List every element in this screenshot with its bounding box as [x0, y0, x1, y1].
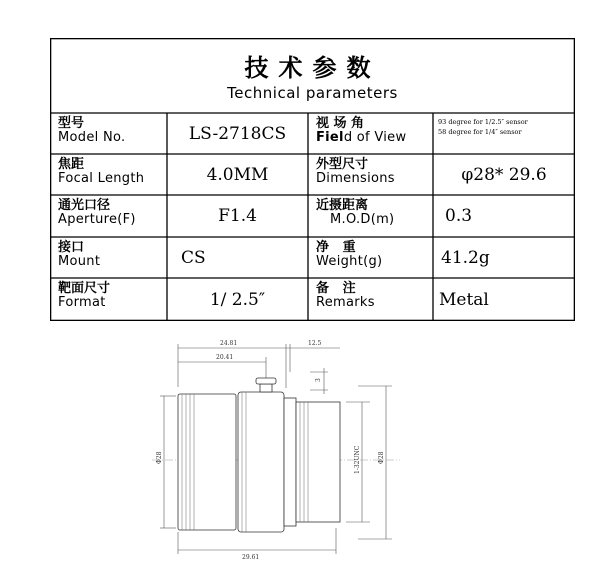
- dimensions-value: φ28* 29.6: [461, 164, 547, 185]
- aperture-label-cell: [50, 195, 167, 237]
- weight-label-zh: 净 重: [316, 240, 356, 255]
- lens-drawing: [150, 332, 420, 564]
- mount-value: CS: [181, 247, 206, 268]
- format-value: 1/ 2.5″: [209, 289, 266, 310]
- format-label-cell: [50, 278, 167, 321]
- model-label-zh: 型号: [58, 116, 85, 131]
- remarks-label-en: Remarks: [316, 295, 375, 311]
- mod-value-cell: [433, 195, 575, 237]
- spec-table: [50, 38, 575, 321]
- fov-label-zh: 视 场 角: [316, 116, 365, 131]
- aperture-value: F1.4: [218, 206, 257, 226]
- focal-value: 4.0MM: [206, 164, 269, 185]
- model-label-en: Model No.: [58, 130, 126, 146]
- weight-value: 41.2g: [441, 247, 490, 268]
- model-label-cell: [50, 113, 167, 154]
- weight-label-cell: [308, 237, 433, 278]
- fov-label-en-rest: d of View: [343, 130, 407, 146]
- dimensions-label-en: Dimensions: [316, 171, 395, 187]
- mount-value-cell: [167, 237, 308, 278]
- fov-label-cell: [308, 113, 433, 154]
- model-value-cell: [167, 113, 308, 154]
- fov-label-en-bold: Fiel: [316, 130, 344, 146]
- fov-value-cell: [433, 113, 575, 154]
- dim-thread: 1-32UNC: [354, 445, 361, 474]
- fov-note-2: 58 degree for 1/4″ sensor: [438, 127, 522, 136]
- dimensions-label-zh: 外型尺寸: [316, 157, 369, 172]
- mod-label-zh: 近摄距离: [316, 198, 369, 213]
- weight-value-cell: [433, 237, 575, 278]
- aperture-label-en: Aperture(F): [58, 212, 136, 228]
- dim-top-total: 24.81: [220, 340, 238, 347]
- mod-label-cell: [308, 195, 433, 237]
- focal-label-cell: [50, 154, 167, 195]
- dim-top-inner: 20.41: [216, 354, 234, 361]
- dim-right-diameter: Φ28: [378, 451, 385, 464]
- fov-note-1: 93 degree for 1/2.5″ sensor: [438, 118, 528, 126]
- dim-screw: 3: [315, 378, 322, 382]
- mod-label-en: M.O.D(m): [330, 212, 395, 228]
- remarks-value-cell: [433, 278, 575, 321]
- dim-bottom: 29.61: [242, 554, 260, 561]
- format-value-cell: [167, 278, 308, 321]
- title-english: Technical parameters: [227, 84, 398, 102]
- mount-label-cell: [50, 237, 167, 278]
- title-chinese: 技术参数: [244, 54, 381, 82]
- model-value: LS-2718CS: [188, 123, 287, 144]
- focal-value-cell: [167, 154, 308, 195]
- dim-left-diameter: Φ28: [156, 451, 163, 464]
- format-label-en: Format: [58, 295, 106, 311]
- remarks-label-cell: [308, 278, 433, 321]
- mod-value: 0.3: [445, 206, 473, 226]
- aperture-label-zh: 通光口径: [58, 198, 111, 213]
- format-label-zh: 靶面尺寸: [58, 281, 111, 296]
- focal-label-zh: 焦距: [58, 157, 85, 172]
- weight-label-en: Weight(g): [316, 254, 383, 270]
- dimensions-value-cell: [433, 154, 575, 195]
- mount-label-zh: 接口: [58, 240, 85, 255]
- dim-top-right: 12.5: [308, 340, 322, 347]
- dimensions-label-cell: [308, 154, 433, 195]
- remarks-value: Metal: [439, 289, 489, 310]
- remarks-label-zh: 备 注: [316, 281, 356, 296]
- aperture-value-cell: [167, 195, 308, 237]
- focal-label-en: Focal Length: [58, 171, 145, 187]
- mount-label-en: Mount: [58, 254, 101, 270]
